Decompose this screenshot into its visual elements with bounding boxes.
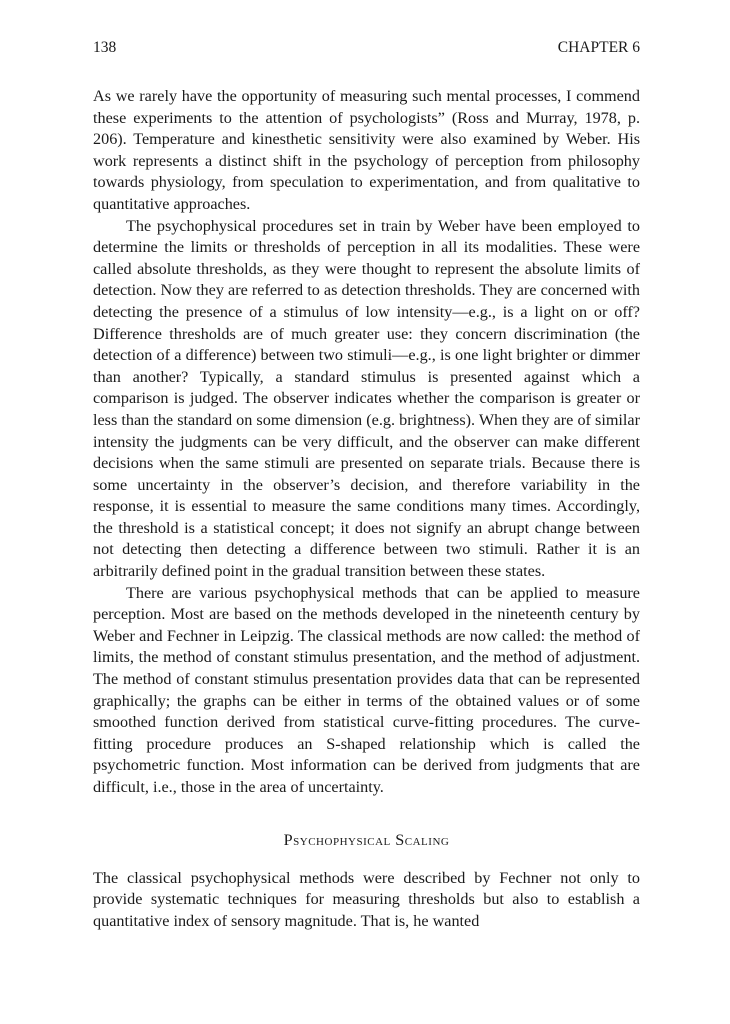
section-heading: Psychophysical Scaling [283,830,450,849]
page-number: 138 [93,39,117,56]
running-head [93,38,640,58]
chapter-label: CHAPTER 6 [557,39,640,56]
paragraph: The psychophysical procedures set in train by Weber have been employed to determine the limits or thresholds of perception in all its modalities. These were called absolute thresholds, as they were thought to represent the absolute limits of detection. Now they are referred to as detection thresholds. They are concerned with detecting the presence of a stimulus of low intensity—e.g., is a light on or off? Difference thresholds are of much greater use: they concern discrimination (the detection of a difference) between two stimuli—e.g., is one light brighter or dimmer than another? Typically, a standard stimulus is presented against which a comparison is judged. The observer indicates whether the comparison is greater or less than the standard on some dimension (e.g. brightness). When they are of similar intensity the judgments can be very difficult, and the observer can make different decisions when the same stimuli are presented on separate trials. Because there is some uncertainty in the observer’s decision, and therefore variability in the response, it is essential to measure the same conditions many times. Accordingly, the threshold is a statistical concept; it does not signify an abrupt change between not detecting then detecting a difference between two stimuli. Rather it is an arbitrarily defined point in the gradual transition between these states. [93,216,640,581]
book-page [93,38,640,932]
body-text [93,86,640,932]
paragraph: As we rarely have the opportunity of measuring such mental processes, I commend these experiments to the attention of psychologists” (Ross and Murray, 1978, p. 206). Temperature and kinesthetic sensitivity were also examined by Weber. His work represents a distinct shift in the psychology of perception from philosophy towards physiology, from speculation to experimentation, and from qualitative to quantitative approaches. [93,87,640,213]
paragraph: There are various psychophysical methods that can be applied to measure perception. Most are based on the methods developed in the nineteenth century by Weber and Fechner in Leipzig. The classical methods are now called: the method of limits, the method of constant stimulus presentation, and the method of adjustment. The method of constant stimulus presentation provides data that can be represented graphically; the graphs can be either in terms of the obtained values or of some smoothed function derived from statistical curve-fitting procedures. The curve-fitting procedure produces an S-shaped relationship which is called the psychometric function. Most information can be derived from judgments that are difficult, i.e., those in the area of uncertainty. [93,583,640,796]
paragraph: The classical psychophysical methods were described by Fechner not only to provide systematic techniques for measuring thresholds but also to establish a quantitative index of sensory magnitude. That is, he wanted [93,868,640,930]
